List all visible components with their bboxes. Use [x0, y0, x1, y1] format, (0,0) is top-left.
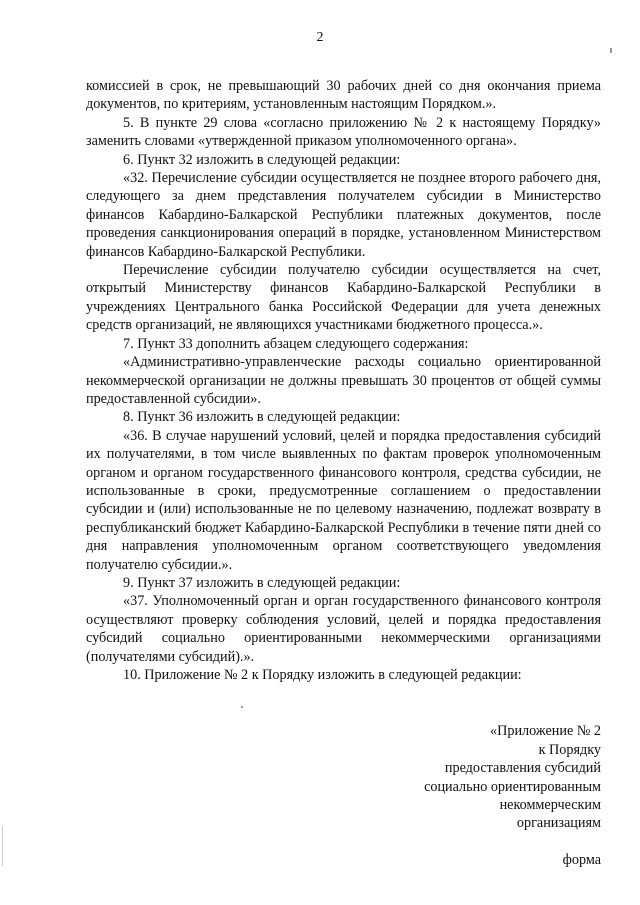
appendix-header	[86, 722, 601, 832]
paragraph-clause-36: «36. В случае нарушений условий, целей и порядка предоставления субсидий их получателями, в том числе выявленных по фактам проверок уполномоченным органом и органом государственного финансового контроля, средства субсидии, не использованные в сроки, предусмотренные соглашением о предоставлении субсидии и (или) использованные не по целевому назначению, подлежат возврату в республиканский бюджет Кабардино-Балкарской Республики в течение пяти дней со дня направления уполномоченным органом соответствующего уведомления получателю субсидии.».	[86, 427, 601, 573]
paragraph-admin-expenses: «Административно-управленческие расходы социально ориентированной некоммерческой организации не должны превышать 30 процентов от общей суммы предоставленной субсидии».	[86, 354, 601, 407]
paragraph-item-9: 9. Пункт 37 изложить в следующей редакции:	[123, 574, 401, 591]
spacer	[86, 684, 601, 722]
appendix-line: некоммерческим	[499, 797, 601, 814]
paragraph-clause-37: «37. Уполномоченный орган и орган государственного финансового контроля осуществляют проверку соблюдения условий, целей и порядка предоставления субсидий социально ориентированными некоммерческими организациями (получателями субсидий).».	[86, 593, 601, 665]
paragraph-clause-32-transfer: Перечисление субсидии получателю субсидии осуществляется на счет, открытый Министерству финансов Кабардино-Балкарской Республики в учреждениях Центрального банка Российской Федерации для учета денежных средств организаций, не являющихся участниками бюджетного процесса.».	[86, 262, 601, 334]
appendix-line: организациям	[516, 815, 601, 832]
appendix-line: к Порядку	[538, 741, 601, 758]
form-label: форма	[562, 851, 601, 868]
appendix-line: предоставления субсидий	[444, 760, 601, 777]
paragraph-continuation: комиссией в срок, не превышающий 30 рабочих дней со дня окончания приема документов, по критериям, установленным настоящим Порядком.».	[86, 78, 601, 113]
scan-artifact-edge	[2, 826, 3, 866]
document-body	[86, 77, 601, 869]
appendix-line: социально ориентированным	[424, 778, 601, 795]
paragraph-item-8: 8. Пункт 36 изложить в следующей редакции:	[123, 409, 401, 426]
paragraph-item-5: 5. В пункте 29 слова «согласно приложению № 2 к настоящему Порядку» заменить словами «утвержденной приказом уполномоченного органа».	[86, 114, 601, 150]
scan-artifact-mark	[241, 706, 243, 708]
appendix-line: «Приложение № 2	[490, 723, 601, 740]
scan-artifact-mark	[610, 48, 612, 53]
paragraph-item-6: 6. Пункт 32 изложить в следующей редакции:	[123, 151, 401, 168]
paragraph-item-7: 7. Пункт 33 дополнить абзацем следующего содержания:	[123, 335, 469, 352]
paragraph-clause-32: «32. Перечисление субсидии осуществляется не позднее второго рабочего дня, следующего за днем представления получателем субсидии в Министерство финансов Кабардино-Балкарской Республики платежных документов, после проведения санкционирования операций в порядке, установленном Министерством финансов Кабардино-Балкарской Республики.	[86, 170, 601, 260]
page-number: 2	[316, 30, 324, 45]
paragraph-item-10: 10. Приложение № 2 к Порядку изложить в следующей редакции:	[123, 667, 522, 683]
